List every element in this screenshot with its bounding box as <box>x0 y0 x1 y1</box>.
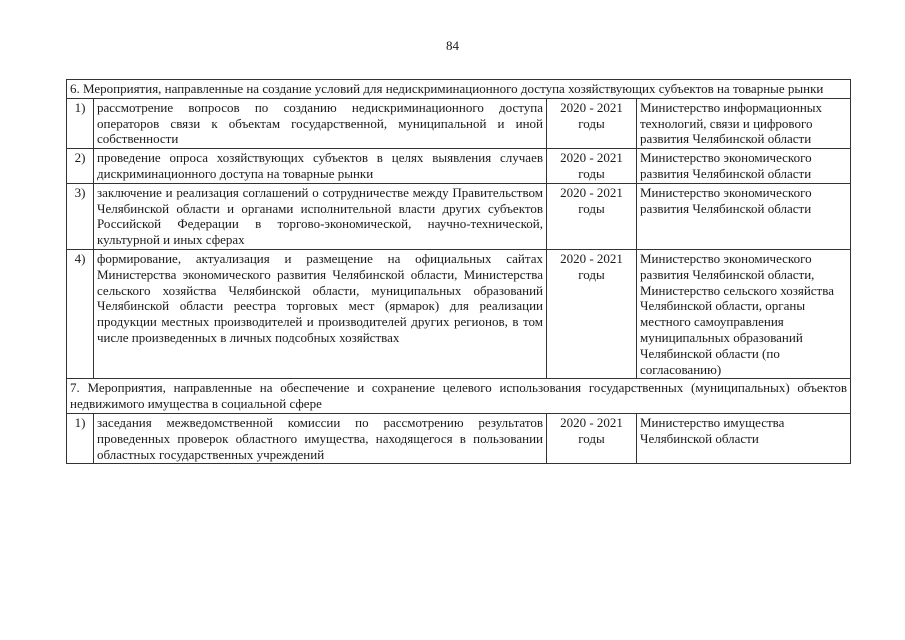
row-number: 1) <box>67 413 94 463</box>
row-number: 2) <box>67 149 94 184</box>
measure-description: проведение опроса хозяйствующих субъектов в целях выявления случаев дискриминационного доступа на товарные рынки <box>94 149 547 184</box>
table-row <box>67 98 851 148</box>
measure-description: заключение и реализация соглашений о сотрудничестве между Правительством Челябинской области и органами исполнительной власти других субъектов Российской Федерации в торгово-экономической, научно-технической, культурной и иных сферах <box>94 183 547 249</box>
measures-table <box>66 79 851 464</box>
row-number: 1) <box>67 98 94 148</box>
table-row <box>67 413 851 463</box>
measure-description: заседания межведомственной комиссии по рассмотрению результатов проведенных проверок областного имущества, находящегося в пользовании областных государственных учреждений <box>94 413 547 463</box>
measure-responsible: Министерство информационных технологий, связи и цифрового развития Челябинской области <box>637 98 851 148</box>
row-number: 4) <box>67 249 94 378</box>
measure-period: 2020 - 2021 годы <box>547 413 637 463</box>
measure-period: 2020 - 2021 годы <box>547 249 637 378</box>
table-row <box>67 249 851 378</box>
section-title: 7. Мероприятия, направленные на обеспечение и сохранение целевого использования государственных (муниципальных) объектов недвижимого имущества в социальной сфере <box>67 379 851 414</box>
table-row <box>67 183 851 249</box>
row-number: 3) <box>67 183 94 249</box>
measure-responsible: Министерство экономического развития Челябинской области <box>637 149 851 184</box>
measure-description: формирование, актуализация и размещение на официальных сайтах Министерства экономического развития Челябинской области, Министерства сельского хозяйства Челябинской области, муниципальных образований Челябинской области реестра торговых мест (ярмарок) для реализации продукции местных производителей и производителей других регионов, в том числе произведенных в личных подсобных хозяйствах <box>94 249 547 378</box>
section-header-row <box>67 379 851 414</box>
measure-responsible: Министерство имущества Челябинской области <box>637 413 851 463</box>
measure-responsible: Министерство экономического развития Челябинской области <box>637 183 851 249</box>
section-header-row <box>67 80 851 99</box>
table-row <box>67 149 851 184</box>
measure-period: 2020 - 2021 годы <box>547 149 637 184</box>
measure-description: рассмотрение вопросов по созданию недискриминационного доступа операторов связи к объектам государственной, муниципальной и иной собственности <box>94 98 547 148</box>
measure-period: 2020 - 2021 годы <box>547 183 637 249</box>
measure-responsible: Министерство экономического развития Челябинской области, Министерство сельского хозяйства Челябинской области, органы местного самоуправления муниципальных образований Челябинской области (по согласованию) <box>637 249 851 378</box>
section-title: 6. Мероприятия, направленные на создание условий для недискриминационного доступа хозяйствующих субъектов на товарные рынки <box>67 80 851 99</box>
measure-period: 2020 - 2021 годы <box>547 98 637 148</box>
page-number: 84 <box>446 38 459 53</box>
